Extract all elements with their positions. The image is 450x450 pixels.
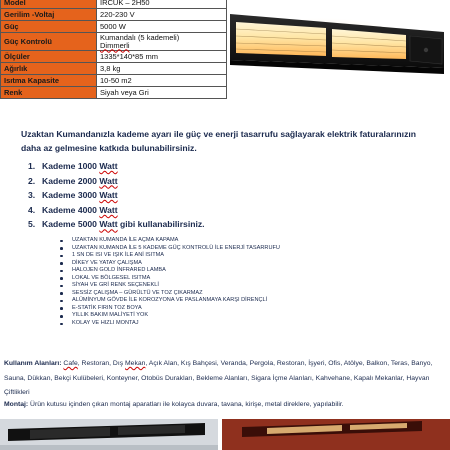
list-item: YILLIK BAKIM MALİYETİ YOK bbox=[60, 312, 280, 320]
list-item: SİYAH VE GRİ RENK SEÇENEKLİ bbox=[60, 282, 280, 290]
installation-photo-left bbox=[0, 419, 218, 450]
spec-row bbox=[1, 21, 227, 33]
spec-key: Gerilim -Voltaj bbox=[1, 9, 97, 21]
heater-product-image bbox=[222, 2, 448, 98]
spec-value-line2: Dimmerli bbox=[100, 40, 130, 50]
list-item: 2. Kademe 2000 Watt bbox=[28, 175, 118, 186]
spec-value: 1335*140*85 mm bbox=[97, 51, 227, 63]
list-item: E-STATİK FIRIN TOZ BOYA bbox=[60, 305, 280, 313]
list-item: DİKEY VE YATAY ÇALIŞMA bbox=[60, 260, 280, 268]
spec-row bbox=[1, 0, 227, 9]
list-item: HALOJEN GOLD İNFRARED LAMBA bbox=[60, 267, 280, 275]
spec-key: Güç bbox=[1, 21, 97, 33]
heater-wall-image bbox=[0, 419, 218, 450]
installation-photo-right bbox=[222, 419, 450, 450]
spec-row bbox=[1, 51, 227, 63]
list-item: ALÜMİNYUM GÖVDE İLE KOROZYONA VE PASLANMAYA KARŞI DİRENÇLİ bbox=[60, 297, 280, 305]
spec-key: Model bbox=[1, 0, 97, 9]
power-levels-list bbox=[28, 159, 205, 232]
spec-row bbox=[1, 87, 227, 99]
montaj-paragraph: Montaj: Ürün kutusu içinden çıkan montaj aparatları ile kolayca duvara, tavana, kirişe, metal direklere, yapılabilir. bbox=[4, 401, 344, 408]
spec-key: Isıtma Kapasite bbox=[1, 75, 97, 87]
montaj-label: Montaj: bbox=[4, 401, 29, 408]
usage-label: Kullanım Alanları: bbox=[4, 360, 62, 367]
spec-value: 3,8 kg bbox=[97, 63, 227, 75]
spec-value: Siyah veya Gri bbox=[97, 87, 227, 99]
spec-value: 220-230 V bbox=[97, 9, 227, 21]
spec-table bbox=[0, 0, 227, 99]
spec-value: 5000 W bbox=[97, 21, 227, 33]
spec-row bbox=[1, 9, 227, 21]
features-list bbox=[60, 237, 280, 328]
list-item: KOLAY VE HIZLI MONTAJ bbox=[60, 320, 280, 328]
spec-value bbox=[97, 33, 227, 51]
list-item: UZAKTAN KUMANDA İLE AÇMA KAPAMA bbox=[60, 237, 280, 245]
spec-row bbox=[1, 33, 227, 51]
spec-key: Güç Kontrolü bbox=[1, 33, 97, 51]
intro-paragraph: Uzaktan Kumandanızla kademe ayarı ile güç ve enerji tasarrufu sağlayarak elektrik faturalarınızın daha az gelmesine katkıda bulunabilirsiniz. bbox=[21, 129, 417, 153]
spec-value: IRCUK – 2H50 bbox=[97, 0, 227, 9]
list-item: LOKAL VE BÖLGESEL ISITMA bbox=[60, 275, 280, 283]
spec-value-line1: Kumandalı (5 kademeli) bbox=[100, 32, 180, 42]
list-item: 3. Kademe 3000 Watt bbox=[28, 190, 118, 201]
list-item: 4. Kademe 4000 Watt bbox=[28, 204, 118, 215]
spec-key: Ölçüler bbox=[1, 51, 97, 63]
spec-key: Renk bbox=[1, 87, 97, 99]
list-item: 1 SN DE ISI VE IŞIK İLE ANİ ISITMA bbox=[60, 252, 280, 260]
spec-row bbox=[1, 75, 227, 87]
list-item: 1. Kademe 1000 Watt bbox=[28, 161, 118, 171]
spec-value: 10-50 m2 bbox=[97, 75, 227, 87]
list-item: UZAKTAN KUMANDA İLE 5 KADEME GÜÇ KONTROLÜ İLE ENERJİ TASARRUFU bbox=[60, 245, 280, 253]
usage-areas-paragraph: Kullanım Alanları: Cafe, Restoran, Dış Mekan, Açık Alan, Kış Bahçesi, Veranda, Pergola, Restoran, İşyeri, Ofis, Atölye, Balkon, Teras, Banyo, Sauna, Dükkan, Bekçi Kulübeleri, Konteyner, Otobüs Durakları, Bekleme Alanları, Sigara İçme Alanları, Kahvehane, Kapalı Mekanlar, Hayvan Çiftlikleri bbox=[4, 360, 433, 396]
list-item: SESSİZ ÇALIŞMA – GÜRÜLTÜ VE TOZ ÇIKARMAZ bbox=[60, 290, 280, 298]
spec-key: Ağırlık bbox=[1, 63, 97, 75]
list-item: 5. Kademe 5000 Watt gibi kullanabilirsiniz. bbox=[28, 219, 205, 230]
heater-ceiling-image bbox=[222, 419, 450, 450]
spec-row bbox=[1, 63, 227, 75]
